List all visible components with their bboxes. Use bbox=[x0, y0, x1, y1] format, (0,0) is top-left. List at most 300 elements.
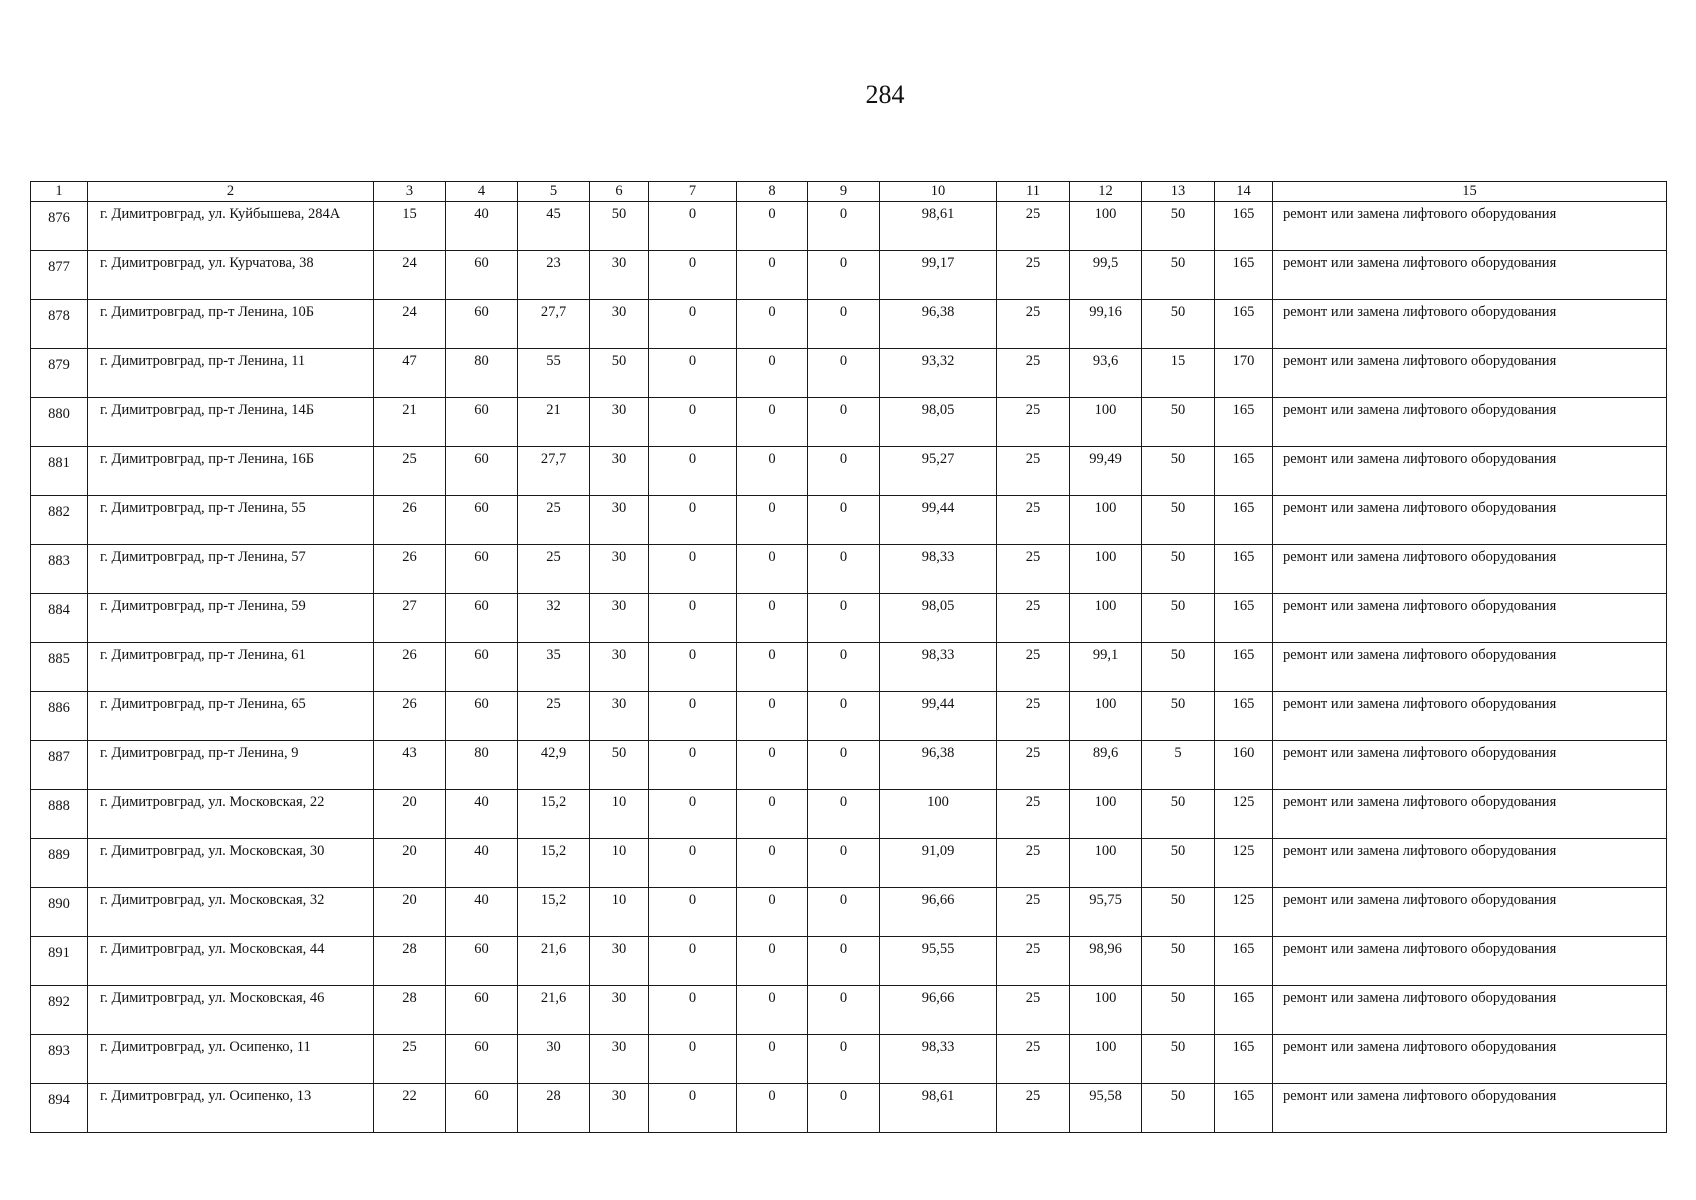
cell-col-12: 100 bbox=[1070, 202, 1142, 251]
table-row bbox=[31, 300, 1667, 349]
cell-col-5: 21,6 bbox=[518, 937, 590, 986]
cell-work-type: ремонт или замена лифтового оборудования bbox=[1273, 545, 1667, 594]
cell-col-3: 28 bbox=[374, 937, 446, 986]
cell-col-9: 0 bbox=[808, 545, 880, 594]
cell-address: г. Димитровград, пр-т Ленина, 65 bbox=[88, 692, 374, 741]
cell-col-10: 98,05 bbox=[880, 594, 997, 643]
cell-col-12: 100 bbox=[1070, 496, 1142, 545]
cell-address: г. Димитровград, пр-т Ленина, 11 bbox=[88, 349, 374, 398]
cell-col-13: 50 bbox=[1142, 937, 1215, 986]
column-header-1: 1 bbox=[31, 182, 88, 202]
cell-work-type: ремонт или замена лифтового оборудования bbox=[1273, 594, 1667, 643]
cell-address: г. Димитровград, ул. Осипенко, 13 bbox=[88, 1084, 374, 1133]
cell-col-13: 50 bbox=[1142, 986, 1215, 1035]
cell-col-14: 165 bbox=[1215, 1084, 1273, 1133]
cell-col-7: 0 bbox=[649, 1084, 737, 1133]
cell-address: г. Димитровград, ул. Московская, 32 bbox=[88, 888, 374, 937]
cell-col-11: 25 bbox=[997, 986, 1070, 1035]
cell-col-14: 165 bbox=[1215, 986, 1273, 1035]
cell-row-number: 889 bbox=[31, 839, 88, 888]
cell-col-4: 40 bbox=[446, 888, 518, 937]
cell-col-4: 60 bbox=[446, 594, 518, 643]
cell-col-5: 55 bbox=[518, 349, 590, 398]
cell-col-6: 30 bbox=[590, 937, 649, 986]
cell-col-8: 0 bbox=[737, 986, 808, 1035]
table-row bbox=[31, 594, 1667, 643]
cell-col-6: 50 bbox=[590, 202, 649, 251]
cell-col-10: 98,61 bbox=[880, 1084, 997, 1133]
cell-col-10: 99,44 bbox=[880, 692, 997, 741]
cell-col-8: 0 bbox=[737, 741, 808, 790]
cell-col-9: 0 bbox=[808, 398, 880, 447]
cell-work-type: ремонт или замена лифтового оборудования bbox=[1273, 888, 1667, 937]
cell-col-10: 96,38 bbox=[880, 741, 997, 790]
cell-col-3: 21 bbox=[374, 398, 446, 447]
cell-col-7: 0 bbox=[649, 594, 737, 643]
cell-col-9: 0 bbox=[808, 496, 880, 545]
cell-col-3: 27 bbox=[374, 594, 446, 643]
cell-col-9: 0 bbox=[808, 888, 880, 937]
cell-col-12: 100 bbox=[1070, 790, 1142, 839]
cell-col-10: 100 bbox=[880, 790, 997, 839]
table-row bbox=[31, 741, 1667, 790]
cell-col-3: 26 bbox=[374, 643, 446, 692]
cell-col-14: 170 bbox=[1215, 349, 1273, 398]
column-header-5: 5 bbox=[518, 182, 590, 202]
cell-col-14: 165 bbox=[1215, 643, 1273, 692]
cell-col-13: 50 bbox=[1142, 496, 1215, 545]
cell-col-7: 0 bbox=[649, 937, 737, 986]
cell-col-8: 0 bbox=[737, 349, 808, 398]
cell-address: г. Димитровград, пр-т Ленина, 10Б bbox=[88, 300, 374, 349]
cell-work-type: ремонт или замена лифтового оборудования bbox=[1273, 790, 1667, 839]
cell-col-14: 165 bbox=[1215, 496, 1273, 545]
cell-col-8: 0 bbox=[737, 643, 808, 692]
cell-col-14: 165 bbox=[1215, 398, 1273, 447]
table-row bbox=[31, 790, 1667, 839]
cell-address: г. Димитровград, ул. Осипенко, 11 bbox=[88, 1035, 374, 1084]
cell-col-4: 60 bbox=[446, 1035, 518, 1084]
cell-address: г. Димитровград, пр-т Ленина, 9 bbox=[88, 741, 374, 790]
table-row bbox=[31, 1084, 1667, 1133]
cell-col-7: 0 bbox=[649, 398, 737, 447]
cell-row-number: 881 bbox=[31, 447, 88, 496]
cell-col-14: 165 bbox=[1215, 251, 1273, 300]
cell-col-13: 50 bbox=[1142, 251, 1215, 300]
cell-col-4: 60 bbox=[446, 1084, 518, 1133]
cell-work-type: ремонт или замена лифтового оборудования bbox=[1273, 986, 1667, 1035]
cell-col-14: 125 bbox=[1215, 839, 1273, 888]
table-row bbox=[31, 496, 1667, 545]
cell-col-13: 50 bbox=[1142, 447, 1215, 496]
cell-col-10: 91,09 bbox=[880, 839, 997, 888]
column-header-4: 4 bbox=[446, 182, 518, 202]
cell-col-6: 30 bbox=[590, 594, 649, 643]
cell-col-9: 0 bbox=[808, 937, 880, 986]
cell-address: г. Димитровград, пр-т Ленина, 55 bbox=[88, 496, 374, 545]
cell-address: г. Димитровград, пр-т Ленина, 59 bbox=[88, 594, 374, 643]
cell-row-number: 882 bbox=[31, 496, 88, 545]
cell-row-number: 879 bbox=[31, 349, 88, 398]
cell-address: г. Димитровград, ул. Куйбышева, 284А bbox=[88, 202, 374, 251]
cell-col-14: 165 bbox=[1215, 545, 1273, 594]
cell-col-7: 0 bbox=[649, 839, 737, 888]
cell-col-7: 0 bbox=[649, 202, 737, 251]
cell-col-8: 0 bbox=[737, 300, 808, 349]
cell-address: г. Димитровград, пр-т Ленина, 61 bbox=[88, 643, 374, 692]
cell-col-10: 96,66 bbox=[880, 986, 997, 1035]
cell-col-10: 99,17 bbox=[880, 251, 997, 300]
cell-col-9: 0 bbox=[808, 790, 880, 839]
cell-col-13: 50 bbox=[1142, 1035, 1215, 1084]
cell-col-10: 99,44 bbox=[880, 496, 997, 545]
cell-col-8: 0 bbox=[737, 1035, 808, 1084]
table-row bbox=[31, 643, 1667, 692]
cell-col-5: 15,2 bbox=[518, 839, 590, 888]
cell-col-12: 100 bbox=[1070, 1035, 1142, 1084]
cell-col-13: 15 bbox=[1142, 349, 1215, 398]
cell-col-7: 0 bbox=[649, 888, 737, 937]
cell-col-12: 95,58 bbox=[1070, 1084, 1142, 1133]
cell-work-type: ремонт или замена лифтового оборудования bbox=[1273, 496, 1667, 545]
cell-work-type: ремонт или замена лифтового оборудования bbox=[1273, 300, 1667, 349]
cell-row-number: 886 bbox=[31, 692, 88, 741]
cell-col-6: 30 bbox=[590, 251, 649, 300]
cell-col-8: 0 bbox=[737, 594, 808, 643]
cell-col-5: 45 bbox=[518, 202, 590, 251]
cell-col-8: 0 bbox=[737, 888, 808, 937]
cell-col-10: 98,33 bbox=[880, 1035, 997, 1084]
cell-col-13: 50 bbox=[1142, 692, 1215, 741]
cell-col-4: 60 bbox=[446, 447, 518, 496]
cell-col-9: 0 bbox=[808, 986, 880, 1035]
capital-repair-table bbox=[30, 181, 1667, 1133]
cell-row-number: 890 bbox=[31, 888, 88, 937]
cell-col-11: 25 bbox=[997, 888, 1070, 937]
table-row bbox=[31, 349, 1667, 398]
cell-col-11: 25 bbox=[997, 839, 1070, 888]
cell-col-3: 22 bbox=[374, 1084, 446, 1133]
cell-address: г. Димитровград, ул. Московская, 44 bbox=[88, 937, 374, 986]
cell-col-11: 25 bbox=[997, 447, 1070, 496]
cell-col-4: 40 bbox=[446, 202, 518, 251]
cell-col-4: 80 bbox=[446, 741, 518, 790]
cell-col-14: 165 bbox=[1215, 447, 1273, 496]
cell-row-number: 883 bbox=[31, 545, 88, 594]
cell-row-number: 893 bbox=[31, 1035, 88, 1084]
cell-col-6: 30 bbox=[590, 986, 649, 1035]
cell-work-type: ремонт или замена лифтового оборудования bbox=[1273, 447, 1667, 496]
cell-col-5: 35 bbox=[518, 643, 590, 692]
cell-col-11: 25 bbox=[997, 300, 1070, 349]
cell-col-11: 25 bbox=[997, 1035, 1070, 1084]
cell-col-14: 125 bbox=[1215, 888, 1273, 937]
cell-col-12: 95,75 bbox=[1070, 888, 1142, 937]
cell-col-5: 28 bbox=[518, 1084, 590, 1133]
cell-col-8: 0 bbox=[737, 839, 808, 888]
cell-col-4: 40 bbox=[446, 790, 518, 839]
cell-col-11: 25 bbox=[997, 202, 1070, 251]
cell-col-8: 0 bbox=[737, 692, 808, 741]
table-row bbox=[31, 888, 1667, 937]
cell-col-5: 21 bbox=[518, 398, 590, 447]
cell-col-6: 30 bbox=[590, 300, 649, 349]
cell-col-13: 50 bbox=[1142, 1084, 1215, 1133]
cell-col-14: 160 bbox=[1215, 741, 1273, 790]
cell-col-12: 100 bbox=[1070, 986, 1142, 1035]
cell-col-14: 165 bbox=[1215, 1035, 1273, 1084]
cell-col-12: 100 bbox=[1070, 594, 1142, 643]
cell-col-4: 80 bbox=[446, 349, 518, 398]
cell-col-6: 30 bbox=[590, 1084, 649, 1133]
cell-col-8: 0 bbox=[737, 447, 808, 496]
cell-col-5: 32 bbox=[518, 594, 590, 643]
cell-col-5: 25 bbox=[518, 496, 590, 545]
column-header-2: 2 bbox=[88, 182, 374, 202]
cell-col-10: 98,05 bbox=[880, 398, 997, 447]
cell-col-9: 0 bbox=[808, 839, 880, 888]
cell-col-7: 0 bbox=[649, 545, 737, 594]
cell-address: г. Димитровград, ул. Московская, 46 bbox=[88, 986, 374, 1035]
cell-col-13: 50 bbox=[1142, 790, 1215, 839]
cell-col-11: 25 bbox=[997, 692, 1070, 741]
table-row bbox=[31, 937, 1667, 986]
cell-work-type: ремонт или замена лифтового оборудования bbox=[1273, 741, 1667, 790]
cell-col-11: 25 bbox=[997, 349, 1070, 398]
cell-row-number: 878 bbox=[31, 300, 88, 349]
cell-work-type: ремонт или замена лифтового оборудования bbox=[1273, 398, 1667, 447]
column-header-15: 15 bbox=[1273, 182, 1667, 202]
cell-col-7: 0 bbox=[649, 251, 737, 300]
cell-col-6: 30 bbox=[590, 447, 649, 496]
cell-col-12: 99,16 bbox=[1070, 300, 1142, 349]
cell-col-9: 0 bbox=[808, 349, 880, 398]
cell-col-8: 0 bbox=[737, 202, 808, 251]
cell-col-14: 165 bbox=[1215, 202, 1273, 251]
cell-col-4: 60 bbox=[446, 545, 518, 594]
cell-col-13: 50 bbox=[1142, 300, 1215, 349]
column-header-7: 7 bbox=[649, 182, 737, 202]
cell-col-9: 0 bbox=[808, 594, 880, 643]
cell-col-9: 0 bbox=[808, 251, 880, 300]
cell-work-type: ремонт или замена лифтового оборудования bbox=[1273, 349, 1667, 398]
cell-col-13: 50 bbox=[1142, 398, 1215, 447]
cell-col-12: 100 bbox=[1070, 545, 1142, 594]
cell-col-10: 96,66 bbox=[880, 888, 997, 937]
cell-col-6: 50 bbox=[590, 741, 649, 790]
cell-col-3: 25 bbox=[374, 1035, 446, 1084]
cell-col-5: 15,2 bbox=[518, 888, 590, 937]
cell-col-4: 40 bbox=[446, 839, 518, 888]
cell-col-10: 98,33 bbox=[880, 643, 997, 692]
cell-col-4: 60 bbox=[446, 496, 518, 545]
column-header-11: 11 bbox=[997, 182, 1070, 202]
cell-col-8: 0 bbox=[737, 790, 808, 839]
table-row bbox=[31, 839, 1667, 888]
cell-row-number: 876 bbox=[31, 202, 88, 251]
cell-col-3: 28 bbox=[374, 986, 446, 1035]
cell-col-4: 60 bbox=[446, 986, 518, 1035]
cell-col-12: 99,1 bbox=[1070, 643, 1142, 692]
cell-col-11: 25 bbox=[997, 496, 1070, 545]
cell-row-number: 894 bbox=[31, 1084, 88, 1133]
cell-col-10: 96,38 bbox=[880, 300, 997, 349]
cell-col-3: 24 bbox=[374, 300, 446, 349]
cell-col-9: 0 bbox=[808, 692, 880, 741]
cell-col-12: 100 bbox=[1070, 398, 1142, 447]
cell-col-10: 95,27 bbox=[880, 447, 997, 496]
column-header-12: 12 bbox=[1070, 182, 1142, 202]
table-row bbox=[31, 1035, 1667, 1084]
cell-col-5: 42,9 bbox=[518, 741, 590, 790]
cell-col-11: 25 bbox=[997, 251, 1070, 300]
table-row bbox=[31, 545, 1667, 594]
column-header-13: 13 bbox=[1142, 182, 1215, 202]
cell-col-7: 0 bbox=[649, 1035, 737, 1084]
cell-col-5: 21,6 bbox=[518, 986, 590, 1035]
cell-address: г. Димитровград, ул. Курчатова, 38 bbox=[88, 251, 374, 300]
cell-work-type: ремонт или замена лифтового оборудования bbox=[1273, 937, 1667, 986]
cell-col-10: 98,33 bbox=[880, 545, 997, 594]
cell-col-11: 25 bbox=[997, 398, 1070, 447]
cell-col-3: 26 bbox=[374, 545, 446, 594]
cell-col-12: 93,6 bbox=[1070, 349, 1142, 398]
column-header-3: 3 bbox=[374, 182, 446, 202]
cell-col-12: 98,96 bbox=[1070, 937, 1142, 986]
cell-col-3: 20 bbox=[374, 839, 446, 888]
cell-col-8: 0 bbox=[737, 937, 808, 986]
cell-col-5: 27,7 bbox=[518, 300, 590, 349]
cell-col-6: 50 bbox=[590, 349, 649, 398]
cell-col-8: 0 bbox=[737, 398, 808, 447]
cell-col-3: 20 bbox=[374, 790, 446, 839]
cell-row-number: 888 bbox=[31, 790, 88, 839]
cell-col-6: 10 bbox=[590, 888, 649, 937]
cell-col-6: 10 bbox=[590, 790, 649, 839]
cell-col-10: 98,61 bbox=[880, 202, 997, 251]
column-header-14: 14 bbox=[1215, 182, 1273, 202]
cell-col-14: 165 bbox=[1215, 594, 1273, 643]
cell-address: г. Димитровград, пр-т Ленина, 16Б bbox=[88, 447, 374, 496]
cell-col-14: 165 bbox=[1215, 300, 1273, 349]
cell-row-number: 892 bbox=[31, 986, 88, 1035]
cell-col-10: 93,32 bbox=[880, 349, 997, 398]
cell-work-type: ремонт или замена лифтового оборудования bbox=[1273, 839, 1667, 888]
table-row bbox=[31, 251, 1667, 300]
cell-col-13: 50 bbox=[1142, 202, 1215, 251]
cell-col-12: 89,6 bbox=[1070, 741, 1142, 790]
cell-work-type: ремонт или замена лифтового оборудования bbox=[1273, 643, 1667, 692]
cell-work-type: ремонт или замена лифтового оборудования bbox=[1273, 1035, 1667, 1084]
cell-col-14: 165 bbox=[1215, 692, 1273, 741]
cell-address: г. Димитровград, пр-т Ленина, 14Б bbox=[88, 398, 374, 447]
cell-address: г. Димитровград, ул. Московская, 30 bbox=[88, 839, 374, 888]
cell-col-5: 30 bbox=[518, 1035, 590, 1084]
cell-col-6: 10 bbox=[590, 839, 649, 888]
cell-col-8: 0 bbox=[737, 496, 808, 545]
cell-col-7: 0 bbox=[649, 300, 737, 349]
cell-col-7: 0 bbox=[649, 349, 737, 398]
cell-col-14: 125 bbox=[1215, 790, 1273, 839]
cell-col-8: 0 bbox=[737, 251, 808, 300]
cell-col-7: 0 bbox=[649, 790, 737, 839]
cell-col-12: 99,5 bbox=[1070, 251, 1142, 300]
cell-col-11: 25 bbox=[997, 545, 1070, 594]
cell-col-3: 20 bbox=[374, 888, 446, 937]
cell-col-12: 100 bbox=[1070, 839, 1142, 888]
cell-col-9: 0 bbox=[808, 1035, 880, 1084]
cell-col-13: 5 bbox=[1142, 741, 1215, 790]
cell-col-14: 165 bbox=[1215, 937, 1273, 986]
cell-col-13: 50 bbox=[1142, 839, 1215, 888]
cell-row-number: 884 bbox=[31, 594, 88, 643]
column-header-6: 6 bbox=[590, 182, 649, 202]
cell-col-7: 0 bbox=[649, 741, 737, 790]
table-row bbox=[31, 398, 1667, 447]
cell-col-4: 60 bbox=[446, 251, 518, 300]
cell-col-11: 25 bbox=[997, 937, 1070, 986]
table-row bbox=[31, 202, 1667, 251]
cell-col-8: 0 bbox=[737, 1084, 808, 1133]
cell-col-7: 0 bbox=[649, 643, 737, 692]
cell-col-3: 26 bbox=[374, 496, 446, 545]
cell-work-type: ремонт или замена лифтового оборудования bbox=[1273, 692, 1667, 741]
cell-col-9: 0 bbox=[808, 202, 880, 251]
cell-col-6: 30 bbox=[590, 496, 649, 545]
cell-col-3: 24 bbox=[374, 251, 446, 300]
cell-col-4: 60 bbox=[446, 300, 518, 349]
cell-col-11: 25 bbox=[997, 741, 1070, 790]
table-body bbox=[31, 202, 1667, 1133]
cell-col-3: 26 bbox=[374, 692, 446, 741]
cell-row-number: 891 bbox=[31, 937, 88, 986]
cell-col-5: 25 bbox=[518, 545, 590, 594]
cell-col-3: 43 bbox=[374, 741, 446, 790]
cell-col-3: 25 bbox=[374, 447, 446, 496]
cell-col-11: 25 bbox=[997, 594, 1070, 643]
table-row bbox=[31, 447, 1667, 496]
cell-col-11: 25 bbox=[997, 790, 1070, 839]
cell-row-number: 885 bbox=[31, 643, 88, 692]
cell-col-4: 60 bbox=[446, 937, 518, 986]
cell-col-13: 50 bbox=[1142, 545, 1215, 594]
table-row bbox=[31, 986, 1667, 1035]
cell-col-4: 60 bbox=[446, 398, 518, 447]
cell-col-5: 15,2 bbox=[518, 790, 590, 839]
cell-col-6: 30 bbox=[590, 398, 649, 447]
cell-work-type: ремонт или замена лифтового оборудования bbox=[1273, 1084, 1667, 1133]
cell-col-9: 0 bbox=[808, 447, 880, 496]
cell-work-type: ремонт или замена лифтового оборудования bbox=[1273, 202, 1667, 251]
cell-col-4: 60 bbox=[446, 643, 518, 692]
page-number: 284 bbox=[865, 80, 905, 109]
cell-col-3: 47 bbox=[374, 349, 446, 398]
cell-row-number: 880 bbox=[31, 398, 88, 447]
cell-col-3: 15 bbox=[374, 202, 446, 251]
cell-col-9: 0 bbox=[808, 741, 880, 790]
column-number-row bbox=[31, 182, 1667, 202]
cell-col-13: 50 bbox=[1142, 643, 1215, 692]
column-header-9: 9 bbox=[808, 182, 880, 202]
cell-col-7: 0 bbox=[649, 447, 737, 496]
cell-col-5: 27,7 bbox=[518, 447, 590, 496]
cell-col-12: 99,49 bbox=[1070, 447, 1142, 496]
cell-col-7: 0 bbox=[649, 986, 737, 1035]
cell-col-4: 60 bbox=[446, 692, 518, 741]
cell-col-7: 0 bbox=[649, 496, 737, 545]
cell-col-5: 23 bbox=[518, 251, 590, 300]
cell-col-11: 25 bbox=[997, 643, 1070, 692]
